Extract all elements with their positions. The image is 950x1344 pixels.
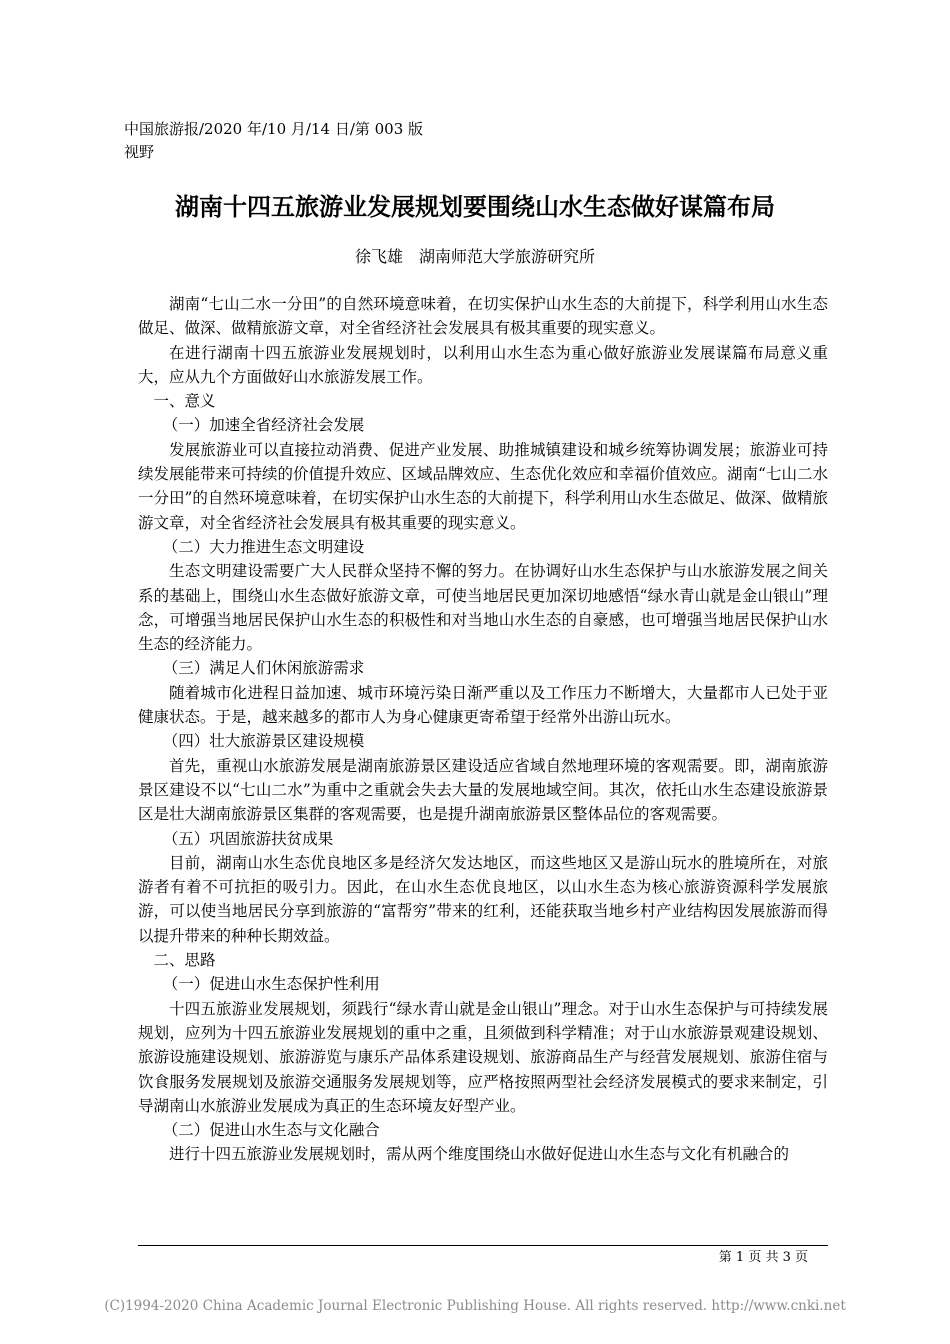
paragraph: 进行十四五旅游业发展规划时，需从两个维度围绕山水做好促进山水生态与文化有机融合的 bbox=[169, 1145, 790, 1164]
subsection-heading: （三）满足人们休闲旅游需求 bbox=[162, 659, 365, 678]
paragraph: 目前，湖南山水生态优良地区多是经济欠发达地区，而这些地区又是游山玩水的胜境所在，对旅游者有着不可抗拒的吸引力。因此，在山水生态优良地区，以山水生态为核心旅游资源科学发展旅游，可以使当地居民分享到旅游的“富帮穷”带来的红利，还能获取当地乡村产业结构因发展旅游而得以提升带来的种种长期效益。 bbox=[138, 853, 828, 945]
paragraph: 十四五旅游业发展规划，须践行“绿水青山就是金山银山”理念。对于山水生态保护与可持续发展规划，应列为十四五旅游业发展规划的重中之重，且须做到科学精准；对于山水旅游景观建设规划、旅游设施建设规划、旅游游览与康乐产品体系建设规划、旅游商品生产与经营发展规划、旅游住宿与饮食服务发展规划及旅游交通服务发展规划等，应严格按照两型社会经济发展模式的要求来制定，引导湖南山水旅游业发展成为真正的生态环境友好型产业。 bbox=[138, 999, 828, 1115]
section-label: 视野 bbox=[124, 143, 155, 161]
paragraph: 首先，重视山水旅游发展是湖南旅游景区建设适应省域自然地理环境的客观需要。即，湖南旅游景区建设不以“七山二水”为重中之重就会失去大量的发展地域空间。其次，依托山水生态建设旅游景区是壮大湖南旅游景区集群的客观需要，也是提升湖南旅游景区整体品位的客观需要。 bbox=[138, 756, 828, 824]
page-number: 第 1 页 共 3 页 bbox=[718, 1250, 808, 1265]
footer-divider bbox=[138, 1245, 828, 1246]
section-heading: 一、意义 bbox=[153, 392, 216, 411]
paragraph: 发展旅游业可以直接拉动消费、促进产业发展、助推城镇建设和城乡统筹协调发展；旅游业可持续发展能带来可持续的价值提升效应、区域品牌效应、生态优化效应和幸福价值效应。湖南“七山二水一分田”的自然环境意味着，在切实保护山水生态的大前提下，科学利用山水生态做足、做深、做精旅游文章，对全省经济社会发展具有极其重要的现实意义。 bbox=[138, 440, 828, 532]
author-line: 徐飞雄 湖南师范大学旅游研究所 bbox=[354, 247, 595, 266]
subsection-heading: （一）加速全省经济社会发展 bbox=[162, 416, 365, 435]
paragraph: 随着城市化进程日益加速、城市环境污染日渐严重以及工作压力不断增大，大量都市人已处于亚健康状态。于是，越来越多的都市人为身心健康更寄希望于经常外出游山玩水。 bbox=[138, 683, 828, 727]
source-line: 中国旅游报/2020 年/10 月/14 日/第 003 版 bbox=[124, 120, 424, 138]
subsection-heading: （五）巩固旅游扶贫成果 bbox=[162, 829, 334, 848]
subsection-heading: （一）促进山水生态保护性利用 bbox=[162, 975, 380, 994]
subsection-heading: （二）大力推进生态文明建设 bbox=[162, 537, 365, 556]
article-title: 湖南十四五旅游业发展规划要围绕山水生态做好谋篇布局 bbox=[175, 193, 775, 221]
paragraph: 湖南“七山二水一分田”的自然环境意味着，在切实保护山水生态的大前提下，科学利用山水生态做足、做深、做精旅游文章，对全省经济社会发展具有极其重要的现实意义。 bbox=[138, 295, 828, 338]
section-heading: 二、思路 bbox=[153, 951, 216, 970]
paragraph: 在进行湖南十四五旅游业发展规划时，以利用山水生态为重心做好旅游业发展谋篇布局意义重大，应从九个方面做好山水旅游发展工作。 bbox=[138, 343, 828, 386]
paragraph: 生态文明建设需要广大人民群众坚持不懈的努力。在协调好山水生态保护与山水旅游发展之间关系的基础上，围绕山水生态做好旅游文章，可使当地居民更加深切地感悟“绿水青山就是金山银山”理念，可增强当地居民保护山水生态的积极性和对当地山水生态的自豪感，也可增强当地居民保护山水生态的经济能力。 bbox=[138, 562, 828, 654]
article-body bbox=[138, 292, 828, 1167]
copyright-notice: (C)1994-2020 China Academic Journal Electronic Publishing House. All rights reserved. http://www.cnki.net bbox=[104, 1298, 846, 1314]
subsection-heading: （二）促进山水生态与文化融合 bbox=[162, 1121, 380, 1140]
subsection-heading: （四）壮大旅游景区建设规模 bbox=[162, 732, 365, 751]
